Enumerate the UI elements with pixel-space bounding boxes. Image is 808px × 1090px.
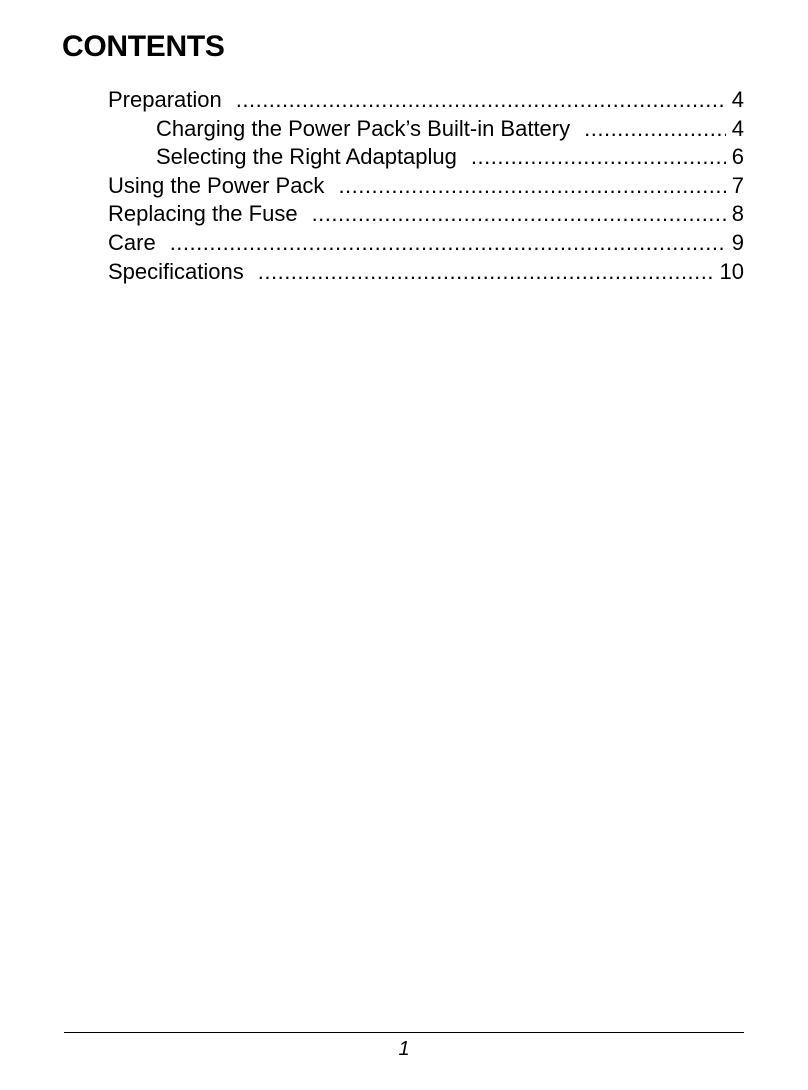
toc-entry-care[interactable]: [108, 229, 744, 258]
toc-entry-page: 9: [731, 229, 744, 255]
toc-entry-specifications[interactable]: [108, 258, 744, 287]
toc-entry-page: 4: [731, 87, 744, 112]
toc-entry-label: Specifications: [108, 258, 244, 284]
toc-dot-leader: [584, 115, 726, 144]
toc-dot-leader: [312, 200, 726, 229]
toc-entry-label: Care: [108, 229, 156, 255]
table-of-contents: [108, 86, 744, 286]
toc-entry-label: Selecting the Right Adaptaplug: [156, 144, 457, 170]
footer-divider: [64, 1032, 744, 1033]
toc-entry-page: 4: [731, 115, 744, 141]
toc-entry-label: Charging the Power Pack’s Built-in Battery: [156, 115, 571, 141]
toc-entry-label: Replacing the Fuse: [108, 201, 298, 227]
toc-entry-label: Using the Power Pack: [108, 172, 325, 198]
toc-entry-page: 6: [731, 144, 744, 170]
toc-entry-page: 8: [731, 201, 744, 227]
toc-entry-label: Preparation: [108, 87, 222, 112]
toc-entry-preparation[interactable]: [108, 86, 744, 115]
toc-dot-leader: [170, 229, 726, 258]
page-title: CONTENTS: [62, 30, 225, 63]
toc-dot-leader: [258, 258, 714, 287]
toc-dot-leader: [338, 172, 725, 201]
toc-entry-page: 10: [719, 258, 744, 284]
toc-entry-page: 7: [731, 172, 744, 198]
toc-dot-leader: [236, 86, 726, 115]
toc-entry-using-power-pack[interactable]: [108, 172, 744, 201]
toc-dot-leader: [471, 143, 726, 172]
toc-entry-charging-battery[interactable]: [108, 115, 744, 144]
toc-entry-selecting-adaptaplug[interactable]: [108, 143, 744, 172]
page-number: 1: [398, 1038, 410, 1060]
toc-entry-replacing-fuse[interactable]: [108, 200, 744, 229]
